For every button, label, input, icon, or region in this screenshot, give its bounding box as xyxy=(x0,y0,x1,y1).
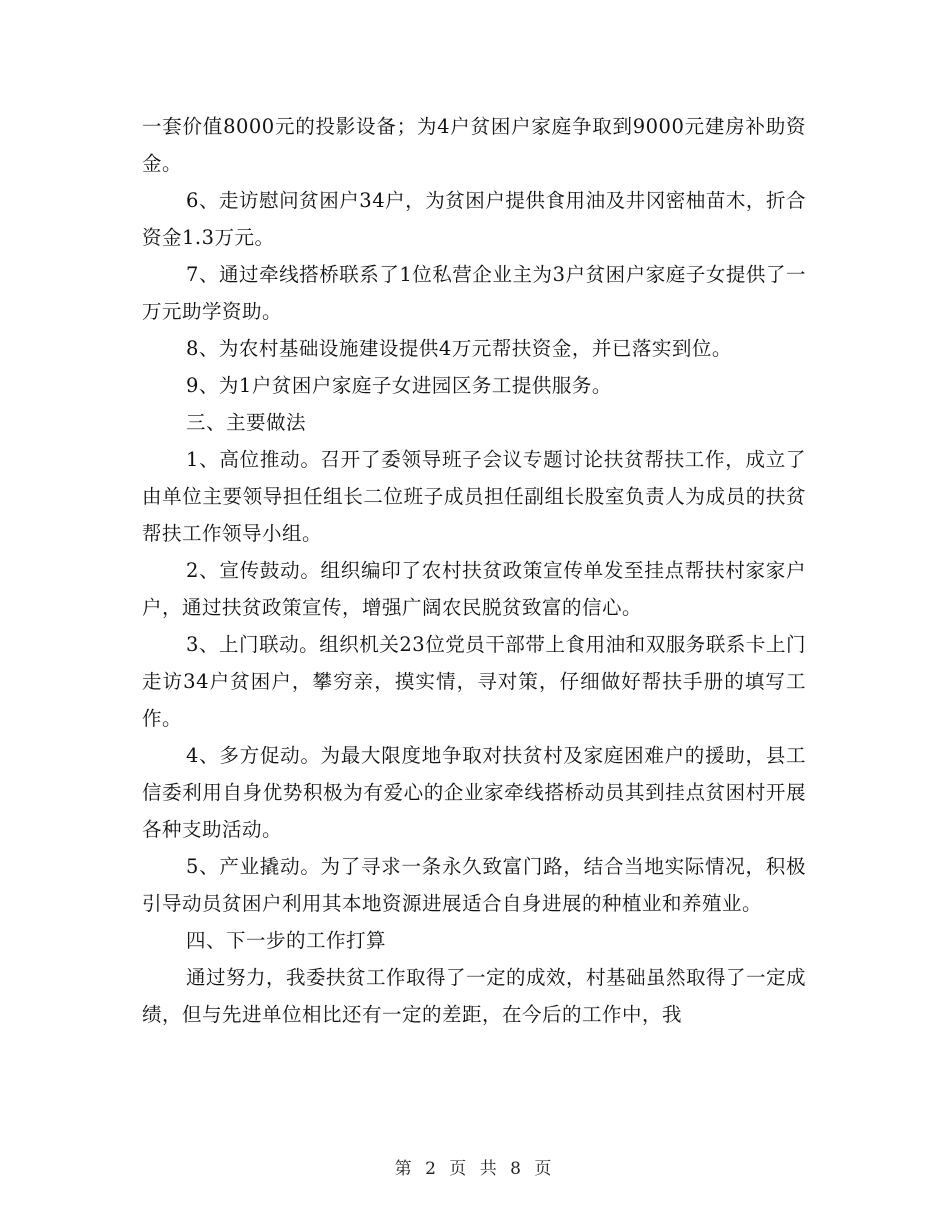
section-heading-3: 三、主要做法 xyxy=(186,411,307,434)
paragraph-10: 4、多方促动。为最大限度地争取对扶贫村及家庭困难户的援助，县工信委利用自身优势积极为有爱心的企业家牵线搭桥动员其到挂点贫困村开展各种支助活动。 xyxy=(142,744,806,841)
paragraph-1: 一套价值8000元的投影设备；为4户贫困户家庭争取到9000元建房补助资金。 xyxy=(142,115,806,175)
paragraph-11: 5、产业撬动。为了寻求一条永久致富门路，结合当地实际情况，积极引导动员贫困户利用其本地资源进展适合自身进展的种植业和养殖业。 xyxy=(142,855,806,915)
paragraph-7: 1、高位推动。召开了委领导班子会议专题讨论扶贫帮扶工作，成立了由单位主要领导担任组长二位班子成员担任副组长股室负责人为成员的扶贫帮扶工作领导小组。 xyxy=(142,448,806,545)
page-number-footer: 第 2 页 共 8 页 xyxy=(394,1159,556,1179)
paragraph-13: 通过努力，我委扶贫工作取得了一定的成效，村基础虽然取得了一定成绩，但与先进单位相比还有一定的差距，在今后的工作中，我 xyxy=(142,966,807,1026)
paragraph-2: 6、走访慰问贫困户34户，为贫困户提供食用油及井冈密柚苗木，折合资金1.3万元。 xyxy=(142,189,806,249)
paragraph-4: 8、为农村基础设施建设提供4万元帮扶资金，并已落实到位。 xyxy=(186,337,732,360)
paragraph-8: 2、宣传鼓动。组织编印了农村扶贫政策宣传单发至挂点帮扶村家家户户，通过扶贫政策宣传，增强广阔农民脱贫致富的信心。 xyxy=(142,559,806,619)
section-heading-4: 四、下一步的工作打算 xyxy=(186,929,387,952)
document-body xyxy=(142,108,806,1033)
paragraph-3: 7、通过牵线搭桥联系了1位私营企业主为3户贫困户家庭子女提供了一万元助学资助。 xyxy=(142,263,806,323)
paragraph-9: 3、上门联动。组织机关23位党员干部带上食用油和双服务联系卡上门走访34户贫困户，攀穷亲，摸实情，寻对策，仔细做好帮扶手册的填写工作。 xyxy=(142,633,806,730)
paragraph-5: 9、为1户贫困户家庭子女进园区务工提供服务。 xyxy=(186,374,612,397)
